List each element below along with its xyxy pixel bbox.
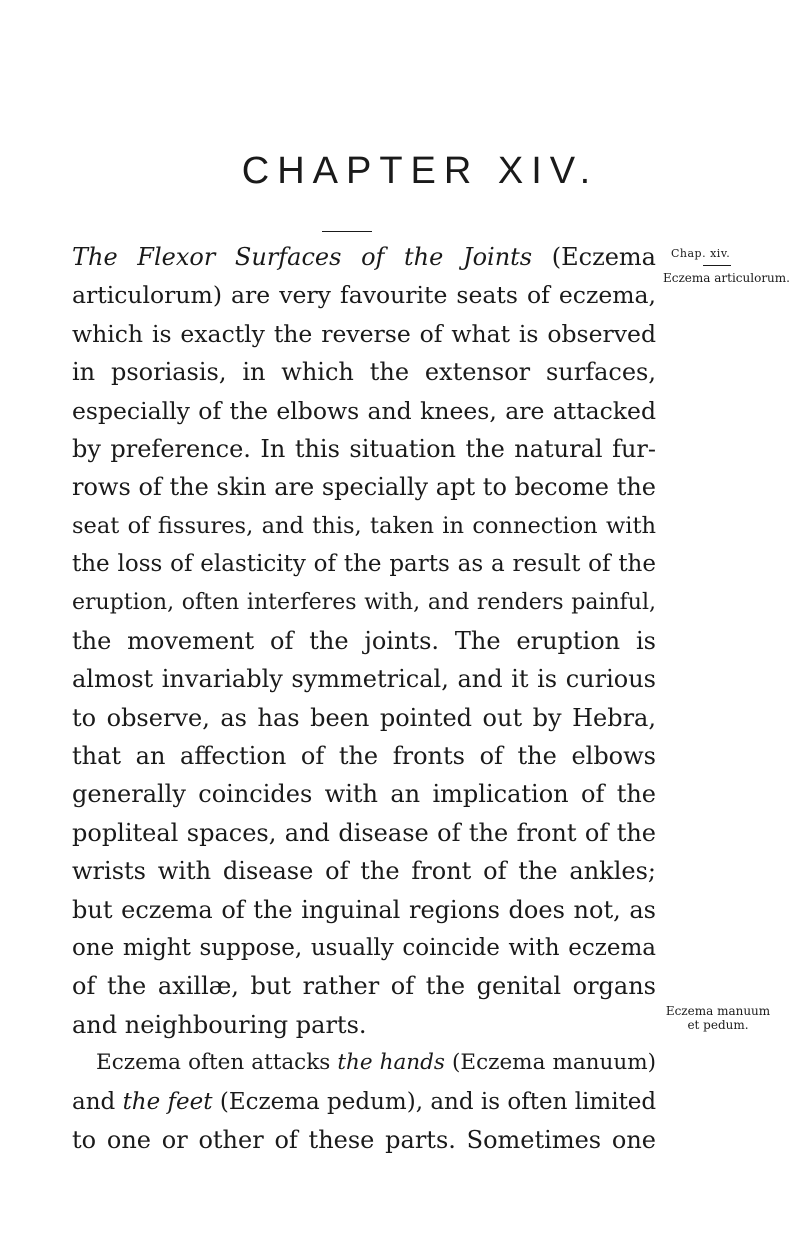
text-line: to one or other of these parts. Sometimes one [72,1125,656,1154]
text-line: which is exactly the reverse of what is observed [72,319,656,348]
italic-phrase: the feet [122,1088,213,1115]
text-line: by preference. In this situation the natural fur- [72,434,656,463]
side-note-eczema-articulorum [663,271,790,285]
text-line [72,238,656,276]
text-line: but eczema of the inguinal regions does not, as [72,895,656,924]
text-line: the loss of elasticity of the parts as a result of the [72,551,656,578]
chapter-heading: CHAPTER XIV. [241,150,599,192]
text-line: especially of the elbows and knees, are attacked [72,396,656,425]
side-note-line: Eczema manuum [665,1004,771,1018]
text-line: eruption, often interferes with, and renders painful, [72,589,656,615]
running-head: Chap. xiv. [671,247,731,260]
text-line: wrists with disease of the front of the ankles; [72,857,656,886]
italic-phrase: the hands [337,1050,445,1076]
side-note-eczema-manuum [662,1004,774,1032]
text-line [72,1083,656,1121]
text-span: (Eczema manuum) [444,1050,656,1076]
text-line: rows of the skin are specially apt to become the [72,473,656,502]
text-line: of the axillæ, but rather of the genital organs [72,972,656,1001]
italic-title: The Flexor Surfaces of the Joints [72,243,533,271]
text-line: in psoriasis, in which the extensor surfaces, [72,358,656,387]
text-line: popliteal spaces, and disease of the front of the [72,818,656,847]
text-span: (Eczema [532,243,656,271]
text-line: almost invariably symmetrical, and it is curious [72,665,656,694]
body-text [72,238,656,1159]
text-span: Eczema often attacks [96,1050,338,1076]
text-line: and neighbouring parts. [72,1010,367,1039]
text-line: seat of fissures, and this, taken in connection with [72,512,656,539]
heading-divider [322,231,372,232]
text-line: that an affection of the fronts of the elbows [72,742,656,771]
text-line: generally coincides with an implication of the [72,780,656,809]
text-line: articulorum) are very favourite seats of eczema, [72,281,656,310]
text-line: to observe, as has been pointed out by Hebra, [72,703,656,732]
text-line: one might suppose, usually coincide with eczema [72,935,656,962]
side-note-line: Eczema articulorum. [663,271,790,285]
text-span: (Eczema pedum), and is often limited [212,1088,656,1115]
text-line [72,1044,656,1082]
text-span: and [72,1088,123,1115]
running-head-underline [703,265,731,266]
text-line: the movement of the joints. The eruption is [72,626,656,655]
side-note-line: et pedum. [687,1018,749,1032]
